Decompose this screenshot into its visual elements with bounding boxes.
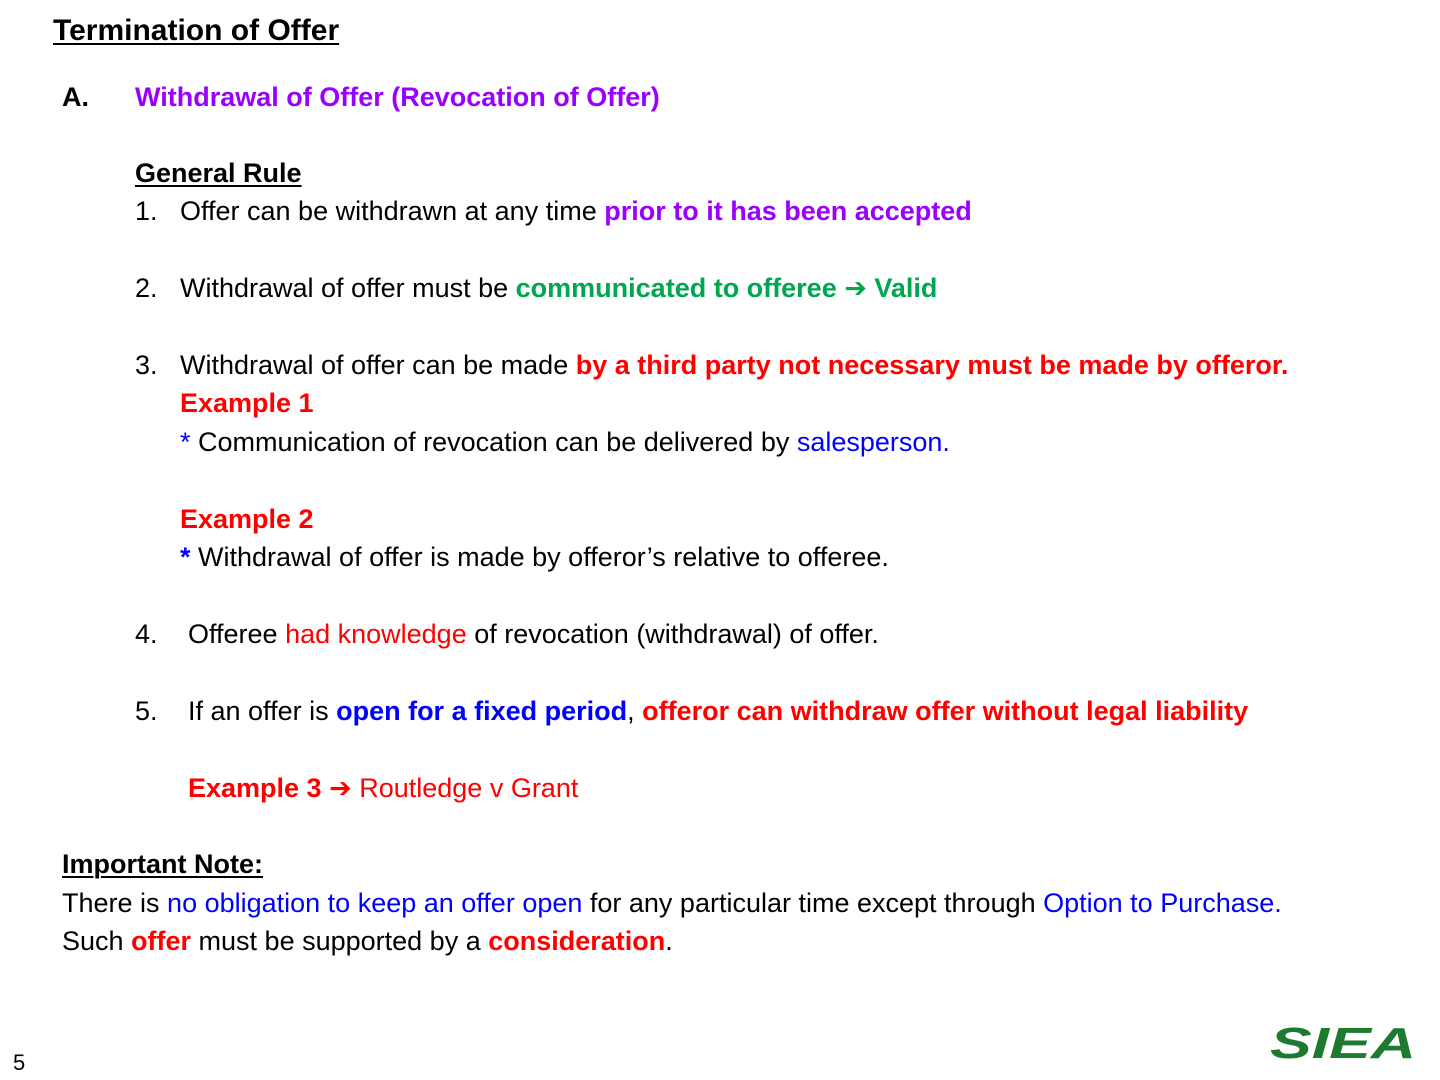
list-number-1: 1.: [135, 196, 158, 226]
example-2-text: Withdrawal of offer is made by offeror’s relative to offeree.: [190, 542, 889, 572]
example-3-line: [188, 773, 578, 804]
logo-text: SIEA: [1270, 1022, 1416, 1064]
note-line-2: [62, 926, 673, 957]
slide-title: Termination of Offer: [53, 14, 340, 47]
note-line-2-red-2: consideration: [488, 926, 666, 956]
item-3-text: Withdrawal of offer can be made: [180, 350, 576, 380]
item-2-valid: Valid: [874, 273, 938, 303]
item-2-highlight: communicated to offeree: [515, 273, 837, 303]
list-item-1: [180, 196, 972, 227]
list-number-2: 2.: [135, 273, 158, 303]
siea-logo: [1268, 1022, 1418, 1064]
note-line-2-b: must be supported by a: [191, 926, 489, 956]
note-heading: Important Note:: [62, 849, 263, 879]
example-1-text: Communication of revocation can be delivered by: [190, 427, 797, 457]
example-3-label: Example 3: [188, 773, 322, 803]
list-number-4: 4.: [135, 619, 158, 649]
item-1-highlight: prior to it has been accepted: [604, 196, 972, 226]
note-line-1-blue-1: no obligation to keep an offer open: [167, 888, 583, 918]
list-item-5: [188, 696, 1248, 727]
note-line-1-blue-2: Option to Purchase.: [1043, 888, 1282, 918]
item-5-highlight-red: offeror can withdraw offer without legal liability: [642, 696, 1249, 726]
item-4-text-a: Offeree: [188, 619, 286, 649]
bullet-star-icon: *: [180, 427, 191, 457]
note-line-2-a: Such: [62, 926, 132, 956]
arrow-icon: ➔: [329, 773, 352, 803]
general-rule-heading: General Rule: [135, 158, 302, 188]
list-item-2: [180, 273, 937, 304]
list-item-4: [188, 619, 879, 650]
arrow-icon: ➔: [844, 273, 867, 303]
note-line-1-a: There is: [62, 888, 168, 918]
item-3-highlight: by a third party not necessary must be made by offeror.: [575, 350, 1289, 380]
list-number-3: 3.: [135, 350, 158, 380]
item-4-text-b: of revocation (withdrawal) of offer.: [466, 619, 879, 649]
bullet-star-icon: *: [180, 542, 191, 572]
item-5-highlight-blue: open for a fixed period: [336, 696, 628, 726]
example-3-text: Routledge v Grant: [351, 773, 579, 803]
item-5-comma: ,: [627, 696, 643, 726]
example-1-highlight: salesperson.: [796, 427, 950, 457]
example-1-line: [180, 427, 950, 458]
example-2-line: [180, 542, 889, 573]
item-5-text-a: If an offer is: [188, 696, 337, 726]
section-heading: Withdrawal of Offer (Revocation of Offer): [135, 82, 660, 112]
section-letter: A.: [62, 82, 89, 112]
note-line-2-c: .: [665, 926, 673, 956]
page-number: 5: [13, 1050, 26, 1075]
item-4-highlight: had knowledge: [285, 619, 467, 649]
list-number-5: 5.: [135, 696, 158, 726]
note-line-1: [62, 888, 1282, 919]
example-1-label: Example 1: [180, 388, 314, 418]
item-1-text: Offer can be withdrawn at any time: [180, 196, 605, 226]
example-2-label: Example 2: [180, 504, 314, 534]
list-item-3: [180, 350, 1288, 381]
note-line-2-red-1: offer: [131, 926, 192, 956]
item-2-text: Withdrawal of offer must be: [180, 273, 516, 303]
note-line-1-b: for any particular time except through: [582, 888, 1044, 918]
